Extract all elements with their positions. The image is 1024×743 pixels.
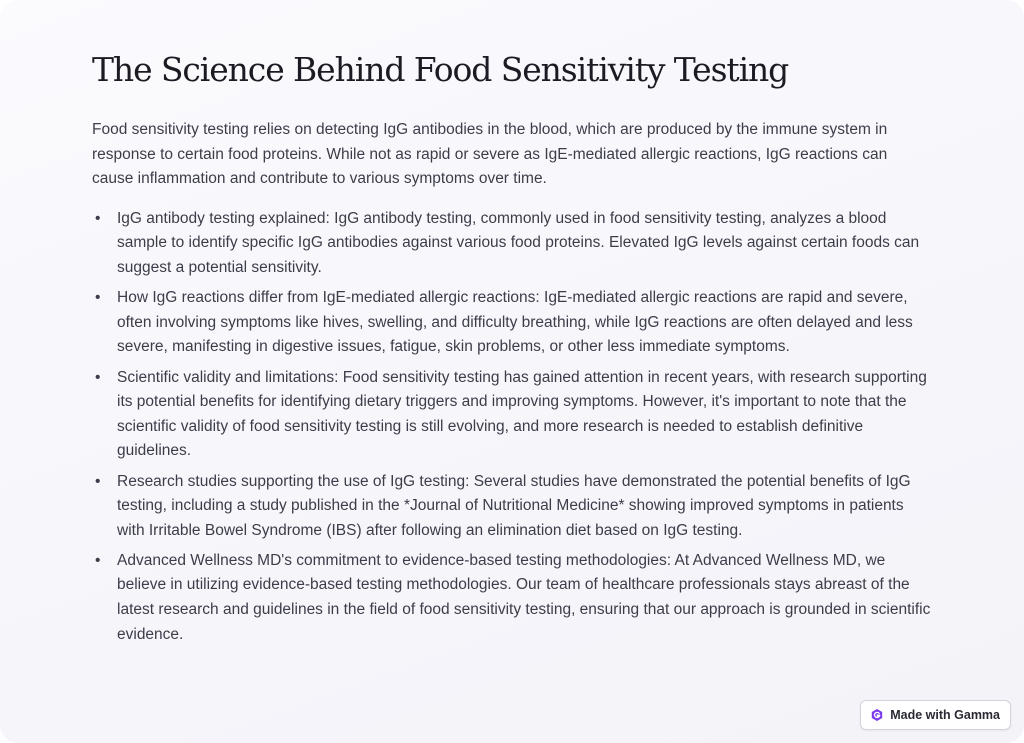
badge-label: Made with Gamma — [890, 708, 1000, 722]
page-title: The Science Behind Food Sensitivity Testing — [92, 50, 789, 89]
bullet-item-validity — [92, 366, 932, 464]
bullet-marker: • — [95, 368, 101, 386]
bullet-item-research — [92, 470, 932, 544]
bullet-marker: • — [95, 289, 101, 307]
bullet-marker: • — [95, 209, 101, 227]
bullet-marker: • — [95, 472, 101, 490]
made-with-gamma-button[interactable] — [860, 700, 1011, 730]
bullet-text: Advanced Wellness MD's commitment to evidence-based testing methodologies: At Advanced Wellness MD, we believe in utilizing evidence-based testing methodologies. Our team of healthcare professionals stays abreast of the latest research and guidelines in the field of food sensitivity testing, ensuring that our approach is grounded in scientific evidence. — [117, 551, 931, 643]
bullet-text: Research studies supporting the use of IgG testing: Several studies have demonstrated the potential benefits of IgG testing, including a study published in the *Journal of Nutritional Medicine* showing improved symptoms in patients with Irritable Bowel Syndrome (IBS) after following an elimination diet based on IgG testing. — [117, 472, 911, 539]
bullet-item-igg-vs-ige — [92, 286, 932, 360]
bullet-item-igg-testing — [92, 207, 932, 281]
bullet-text: IgG antibody testing explained: IgG antibody testing, commonly used in food sensitivity testing, analyzes a blood sample to identify specific IgG antibodies against various food proteins. Elevated IgG levels against certain foods can suggest a potential sensitivity. — [117, 209, 920, 276]
bullet-list — [92, 207, 932, 647]
bullet-text: How IgG reactions differ from IgE-mediated allergic reactions: IgE-mediated allergic reactions are rapid and severe, often involving symptoms like hives, swelling, and difficulty breathing, while IgG reactions are often delayed and less severe, manifesting in digestive issues, fatigue, skin problems, or other less immediate symptoms. — [117, 289, 913, 356]
bullet-text: Scientific validity and limitations: Food sensitivity testing has gained attention in recent years, with research supporting its potential benefits for identifying dietary triggers and improving symptoms. However, it's important to note that the scientific validity of food sensitivity testing is still evolving, and more research is needed to establish definitive guidelines. — [117, 368, 927, 460]
bullet-item-commitment — [92, 549, 932, 647]
slide-content — [92, 44, 932, 653]
bullet-marker: • — [95, 551, 101, 569]
gamma-logo-icon — [870, 708, 884, 722]
intro-paragraph: Food sensitivity testing relies on detecting IgG antibodies in the blood, which are produced by the immune system in response to certain food proteins. While not as rapid or severe as IgE-mediated allergic reactions, IgG reactions can cause inflammation and contribute to various symptoms over time. — [92, 121, 888, 188]
